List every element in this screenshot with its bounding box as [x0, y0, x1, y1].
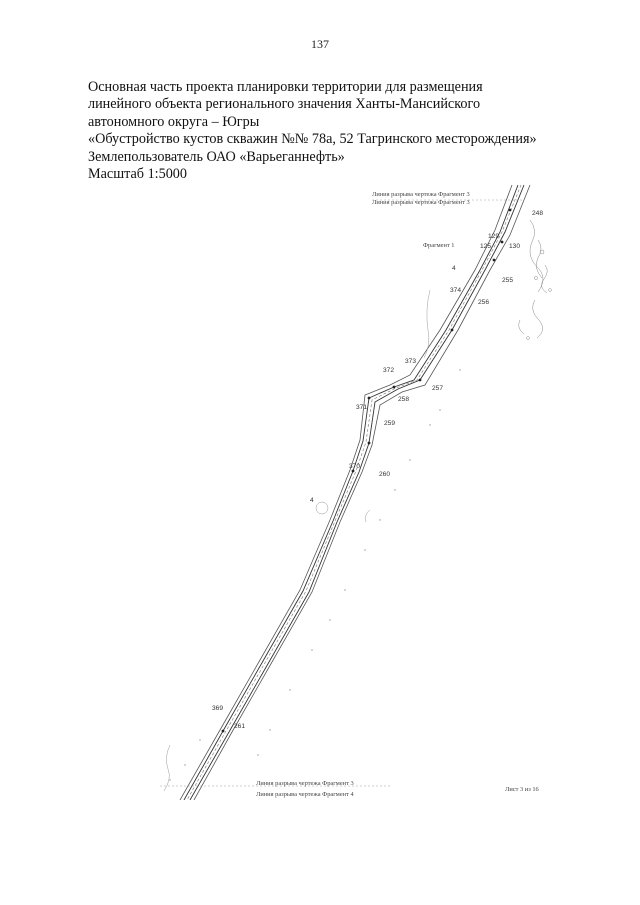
- sheet-label: Лист 3 из 16: [505, 786, 539, 793]
- map-note-bottom-1: Линия разрыва чертежа Фрагмент 3: [256, 780, 354, 787]
- heading-line-3: автономного округа – Югры: [88, 113, 260, 130]
- document-heading: [88, 79, 608, 183]
- map-note-top-2: Линия разрыва чертежа Фрагмент 3: [372, 199, 470, 206]
- pipeline-line-b: [190, 185, 524, 800]
- contour-label-4-top: 4: [452, 265, 456, 272]
- point-label-256: 256: [478, 299, 490, 306]
- point-label-370: 370: [349, 463, 361, 470]
- planning-map: [140, 180, 560, 800]
- point-label-372: 372: [383, 367, 395, 374]
- fragment-label: Фрагмент 1: [423, 242, 455, 249]
- point-label-373: 373: [405, 358, 417, 365]
- heading-line-4: «Обустройство кустов скважин №№ 78а, 52 Тагринского месторождения»: [88, 131, 537, 148]
- terrain-cluster: [519, 220, 552, 339]
- corridor-boundary-right: [194, 185, 530, 800]
- point-markers: [222, 209, 512, 733]
- contour-label-4-mid: 4: [310, 497, 314, 504]
- point-label-258: 258: [398, 396, 410, 403]
- point-label-257: 257: [432, 385, 444, 392]
- point-label-369: 369: [212, 705, 224, 712]
- heading-line-1: Основная часть проекта планировки территории для размещения: [88, 79, 483, 95]
- heading-line-2: линейного объекта регионального значения Ханты-Мансийского: [88, 96, 481, 113]
- point-label-260: 260: [379, 471, 391, 478]
- point-label-130: 130: [509, 243, 521, 250]
- map-note-top-1: Линия разрыва чертежа Фрагмент 3: [372, 191, 470, 198]
- point-label-261: 261: [234, 723, 246, 730]
- page-number: 137: [311, 37, 329, 51]
- heading-line-5: Землепользователь ОАО «Варьеганнефть»: [88, 148, 345, 165]
- heading-line-6: Масштаб 1:5000: [88, 166, 187, 183]
- point-label-129: 129: [488, 233, 500, 240]
- point-label-125: 125: [480, 243, 492, 250]
- point-label-374: 374: [450, 287, 462, 294]
- map-note-bottom-2: Линия разрыва чертежа Фрагмент 4: [256, 791, 354, 798]
- point-label-255: 255: [502, 277, 514, 284]
- terrain-dots: [169, 369, 460, 780]
- point-label-248: 248: [532, 210, 544, 217]
- point-label-259: 259: [384, 420, 396, 427]
- contour-lines: [164, 290, 430, 791]
- point-label-371: 371: [356, 404, 368, 411]
- pipeline-line-a: [184, 185, 521, 800]
- corridor-boundary-left: [180, 185, 512, 800]
